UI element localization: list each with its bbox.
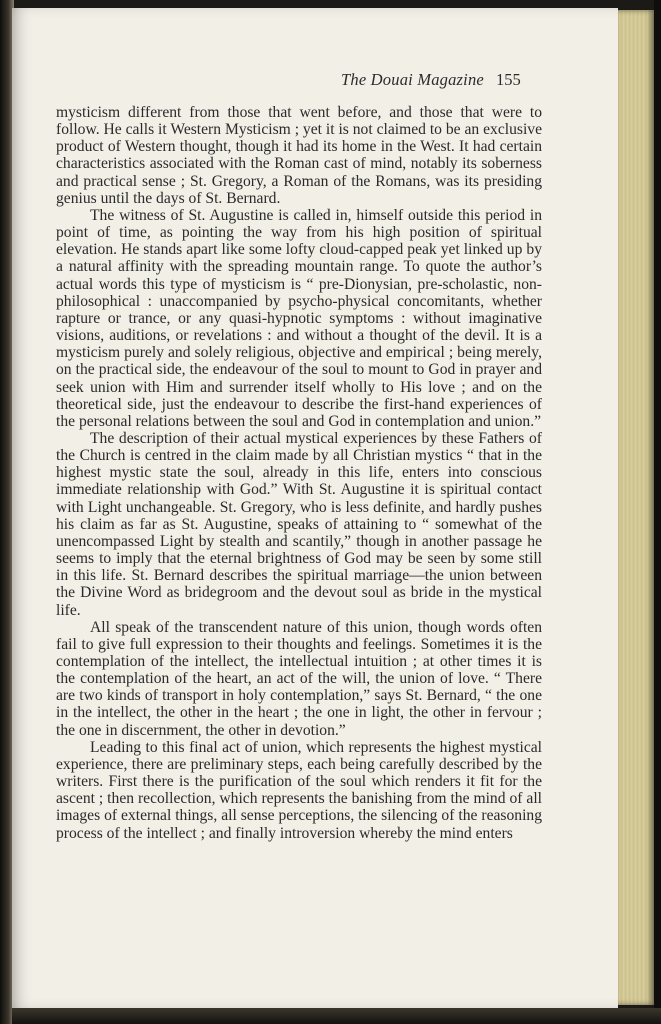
page-edges <box>618 10 654 1005</box>
scan-border-bottom <box>12 1008 661 1024</box>
paragraph: Leading to this final act of union, which represents the highest mystical experience, there are preliminary steps, each being carefully described by the writers. First there is the purification of the soul which renders it fit for the ascent ; then recollection, which represents the banishing from the mind of all images of external things, all sense perceptions, the silencing of the reasoning process of the intellect ; and finally introversion whereby the mind enters <box>56 738 542 842</box>
paragraph: All speak of the transcendent nature of this union, though words often fail to give full expression to their thoughts and feelings. Sometimes it is the contemplation of the intellect, the intellectual intuition ; at other times it is the contemplation of the heart, an act of the will, the union of love. “ There are two kinds of transport in holy contemplation,” says St. Bernard, “ the one in the intellect, the other in the heart ; the one in light, the other in fervour ; the one in discernment, the other in devotion.” <box>56 618 542 739</box>
paragraph: mysticism different from those that went before, and those that were to follow. He calls it Western Mysticism ; yet it is not claimed to be an exclusive product of Western thought, though it had its home in the West. It had certain characteristics associated with the Roman cast of mind, notably its soberness and practical sense ; St. Gregory, a Roman of the Romans, was its presiding genius until the days of St. Bernard. <box>56 104 542 207</box>
paragraph: The witness of St. Augustine is called in, himself outside this period in point of time, as pointing the way from his high position of spiritual elevation. He stands apart like some lofty cloud-capped peak yet linked up by a natural affinity with the spreading mountain range. To quote the author’s actual words this type of mysticism is “ pre-Dionysian, pre-scholastic, non-philosophical : unaccompanied by psycho-physical concomitants, whether rapture or trance, or any quasi-hypnotic symptoms : without imaginative visions, auditions, or revelations : and without a thought of the devil. It is a mysticism purely and solely religious, objective and empirical ; being merely, on the practical side, the endeavour of the soul to mount to God in prayer and seek union with Him and surrender itself wholly to His love ; and on the theoretical side, just the endeavour to describe the first-hand experiences of the personal relations between the soul and God in contemplation and union.” <box>56 206 542 430</box>
body-text <box>56 104 542 842</box>
scan-border-right <box>654 0 661 1024</box>
page-number: 155 <box>495 70 521 89</box>
running-header <box>341 70 541 90</box>
paragraph: The description of their actual mystical experiences by these Fathers of the Church is centred in the claim made by all Christian mystics “ that in the highest mystic state the soul, already in this life, enters into conscious immediate relationship with God.” With St. Augustine it is spiritual contact with Light unchangeable. St. Gregory, who is less definite, and hardly pushes his claim as far as St. Augustine, speaks of attaining to “ somewhat of the unencompassed Light by stealth and scantily,” though in another passage he seems to imply that the eternal brightness of God may be seen by some still in this life. St. Bernard describes the spiritual marriage—the union between the Divine Word as bridegroom and the devout soul as bride in the mystical life. <box>56 429 542 619</box>
running-title: The Douai Magazine <box>341 70 484 89</box>
